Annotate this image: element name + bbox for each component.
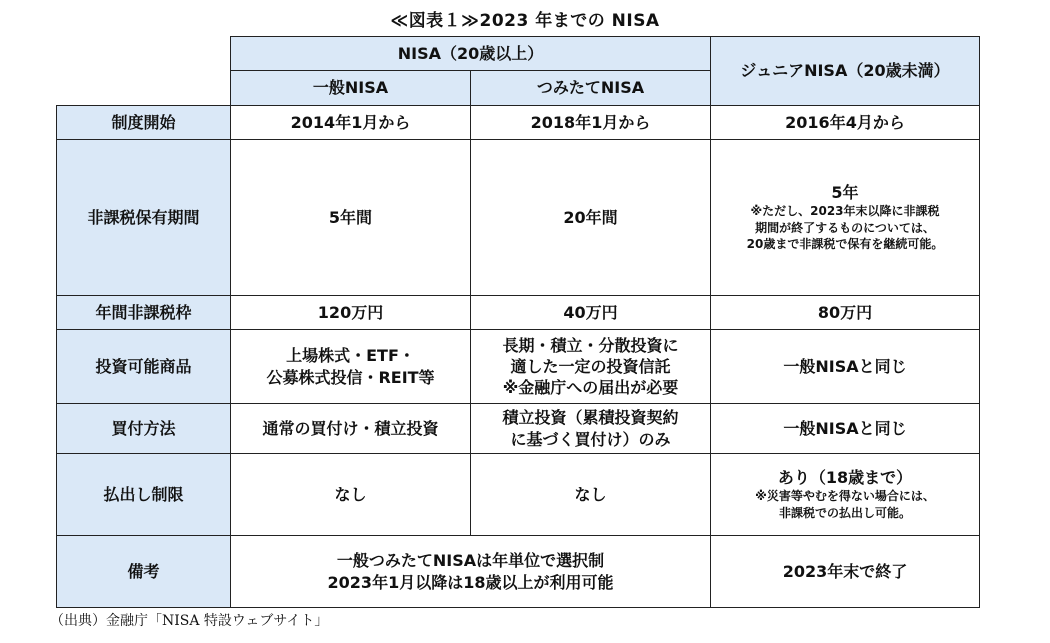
cell-tsumitate: 20年間 — [471, 140, 711, 296]
row-label: 備考 — [57, 536, 231, 608]
row-label: 買付方法 — [57, 404, 231, 454]
table-row — [57, 454, 980, 536]
header-junior-nisa: ジュニアNISA（20歳未満） — [711, 37, 980, 106]
table-title: ≪図表１≫2023 年までの NISA — [390, 11, 660, 31]
cell-junior-main: 5年 — [831, 182, 859, 202]
cell-ippan — [231, 330, 471, 404]
source-note: （出典）金融庁「NISA 特設ウェブサイト」 — [50, 613, 329, 629]
cell-line: 上場株式・ETF・ — [286, 346, 415, 366]
header-ippan-nisa: 一般NISA — [231, 71, 471, 106]
cell-line: 一般つみたてNISAは年単位で選択制 — [336, 551, 605, 571]
cell-ippan: 120万円 — [231, 296, 471, 330]
table-row — [57, 404, 980, 454]
table-row — [57, 140, 980, 296]
row-label: 投資可能商品 — [57, 330, 231, 404]
cell-line: 長期・積立・分散投資に — [502, 335, 679, 355]
cell-tsumitate — [471, 330, 711, 404]
cell-merged-remark — [231, 536, 711, 608]
cell-line: ※金融庁への届出が必要 — [502, 378, 679, 398]
cell-junior — [711, 454, 980, 536]
header-blank-cell — [57, 37, 231, 106]
cell-junior — [711, 140, 980, 296]
cell-tsumitate: なし — [471, 454, 711, 536]
cell-junior: 80万円 — [711, 296, 980, 330]
cell-junior-note: 20歳まで非課税で保有を継続可能。 — [746, 237, 944, 252]
cell-line: 公募株式投信・REIT等 — [266, 367, 435, 387]
cell-ippan: なし — [231, 454, 471, 536]
table-row — [57, 106, 980, 140]
cell-junior-note: 期間が終了するものについては、 — [755, 220, 935, 235]
cell-line: 積立投資（累積投資契約 — [502, 408, 679, 428]
table-row — [57, 296, 980, 330]
cell-junior-main: あり（18歳まで） — [777, 468, 913, 488]
row-label: 年間非課税枠 — [57, 296, 231, 330]
cell-junior-note: ※ただし、2023年末以降に非課税 — [750, 203, 940, 218]
cell-line: 2023年1月以降は18歳以上が利用可能 — [327, 572, 614, 592]
row-label: 制度開始 — [57, 106, 231, 140]
cell-line: に基づく買付け）のみ — [510, 429, 671, 449]
row-label: 非課税保有期間 — [57, 140, 231, 296]
cell-junior-note: 非課税での払出し可能。 — [778, 506, 911, 521]
cell-tsumitate: 40万円 — [471, 296, 711, 330]
header-tsumitate-nisa: つみたてNISA — [471, 71, 711, 106]
row-label: 払出し制限 — [57, 454, 231, 536]
cell-tsumitate: 2018年1月から — [471, 106, 711, 140]
cell-line: 適した一定の投資信託 — [510, 356, 671, 376]
cell-ippan: 5年間 — [231, 140, 471, 296]
header-nisa-group: NISA（20歳以上） — [231, 37, 711, 71]
cell-ippan: 2014年1月から — [231, 106, 471, 140]
table-row — [57, 536, 980, 608]
cell-junior: 2016年4月から — [711, 106, 980, 140]
table-row — [57, 330, 980, 404]
nisa-comparison-table — [56, 36, 980, 608]
cell-ippan: 通常の買付け・積立投資 — [231, 404, 471, 454]
cell-junior: 2023年末で終了 — [711, 536, 980, 608]
cell-junior-note: ※災害等やむを得ない場合には、 — [755, 489, 935, 504]
cell-junior: 一般NISAと同じ — [711, 404, 980, 454]
cell-tsumitate — [471, 404, 711, 454]
cell-junior: 一般NISAと同じ — [711, 330, 980, 404]
